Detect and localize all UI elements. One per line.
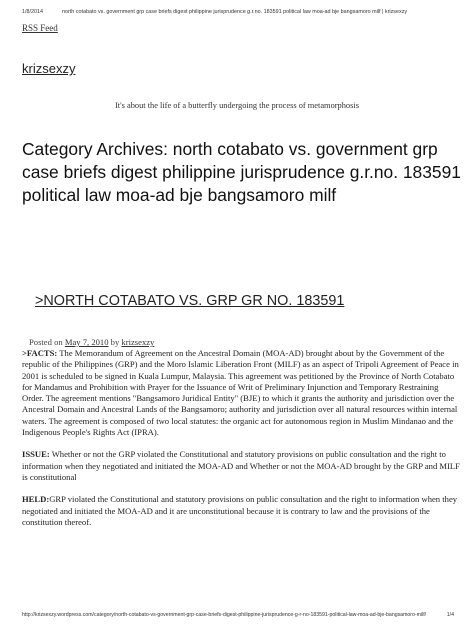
held-label: HELD:	[22, 494, 50, 505]
issue-label: ISSUE:	[22, 449, 50, 460]
facts-text: The Memorandum of Agreement on the Ancestral Domain (MOA-AD) brought about by the Government of the republic of the Philippines (GRP) and the Moro Islamic Liberation Front (MILF) as an aspect of Tripoli Agreement of Peace in 2001 is scheduled to be signed in Kuala Lumpur, Malaysia. This agreement was petitioned by the Province of North Cotabato for Mandamus and Prohibition with Prayer for the Issuance of Writ of Preliminary Injunction and Temporary Restraining Order. The agreement mentions "Bangsamoro Juridical Entity" (BJE) to which it grants the authority and jurisdiction over the Ancestral Domain and Ancestral Lands of the Bangsamoro; authority and jurisdiction over all natural resources within internal waters. The agreement is composed of two local statutes: the organic act for autonomous region in Muslim Mindanao and the Indigenous People's Rights Act (IPRA).	[22, 348, 459, 438]
site-tagline: It's about the life of a butterfly undergoing the process of metamorphosis	[115, 101, 359, 110]
post-body	[22, 348, 460, 539]
rss-feed-link[interactable]: RSS Feed	[22, 23, 58, 33]
post-title-link[interactable]: >NORTH COTABATO VS. GRP GR NO. 183591	[35, 293, 345, 309]
print-date: 1/8/2014	[22, 9, 43, 15]
print-page-number: 1/4	[446, 612, 454, 618]
post-meta	[29, 337, 154, 347]
facts-label: >FACTS:	[22, 348, 58, 358]
held-paragraph	[22, 494, 460, 528]
facts-paragraph	[22, 348, 460, 438]
print-header	[22, 9, 454, 15]
posted-on-label: Posted on	[29, 337, 63, 347]
post-date-link[interactable]: May 7, 2010	[64, 337, 109, 347]
print-url: http://krizsexzy.wordpress.com/category/north-cotabato-vs-government-grp-case-briefs-digest-philippine-jurisprudence-g-r-no-183591-political-law-moa-ad-bje-bangsamoro-milf/	[22, 612, 427, 618]
by-label: by	[110, 337, 120, 347]
print-page-title: north cotabato vs. government grp case briefs digest philippine jurisprudence g.r.no. 183591 political law moa-ad bje bangsamoro milf | krizsexzy	[62, 9, 408, 15]
issue-paragraph	[22, 449, 460, 483]
post-author-link[interactable]: krizsexzy	[121, 337, 155, 347]
site-title-link[interactable]: krizsexzy	[22, 61, 76, 76]
held-text: GRP violated the Constitutional and statutory provisions on public consultation and the right to information when they negotiated and initiated the MOA-AD and it are unconstitutional because it is contrary to law and the provisions of the constitution thereof.	[22, 494, 458, 527]
print-footer	[22, 612, 454, 618]
category-archive-title: Category Archives: north cotabato vs. government grp case briefs digest philippine jurisprudence g.r.no. 183591 political law moa-ad bje bangsamoro milf	[22, 139, 461, 205]
issue-text: Whether or not the GRP violated the Constitutional and statutory provisions on public consultation and the right to information when they negotiated and initiated the MOA-AD and Whether or not the MOA-AD brought by the GRP and MILF is constitutional	[22, 449, 460, 482]
